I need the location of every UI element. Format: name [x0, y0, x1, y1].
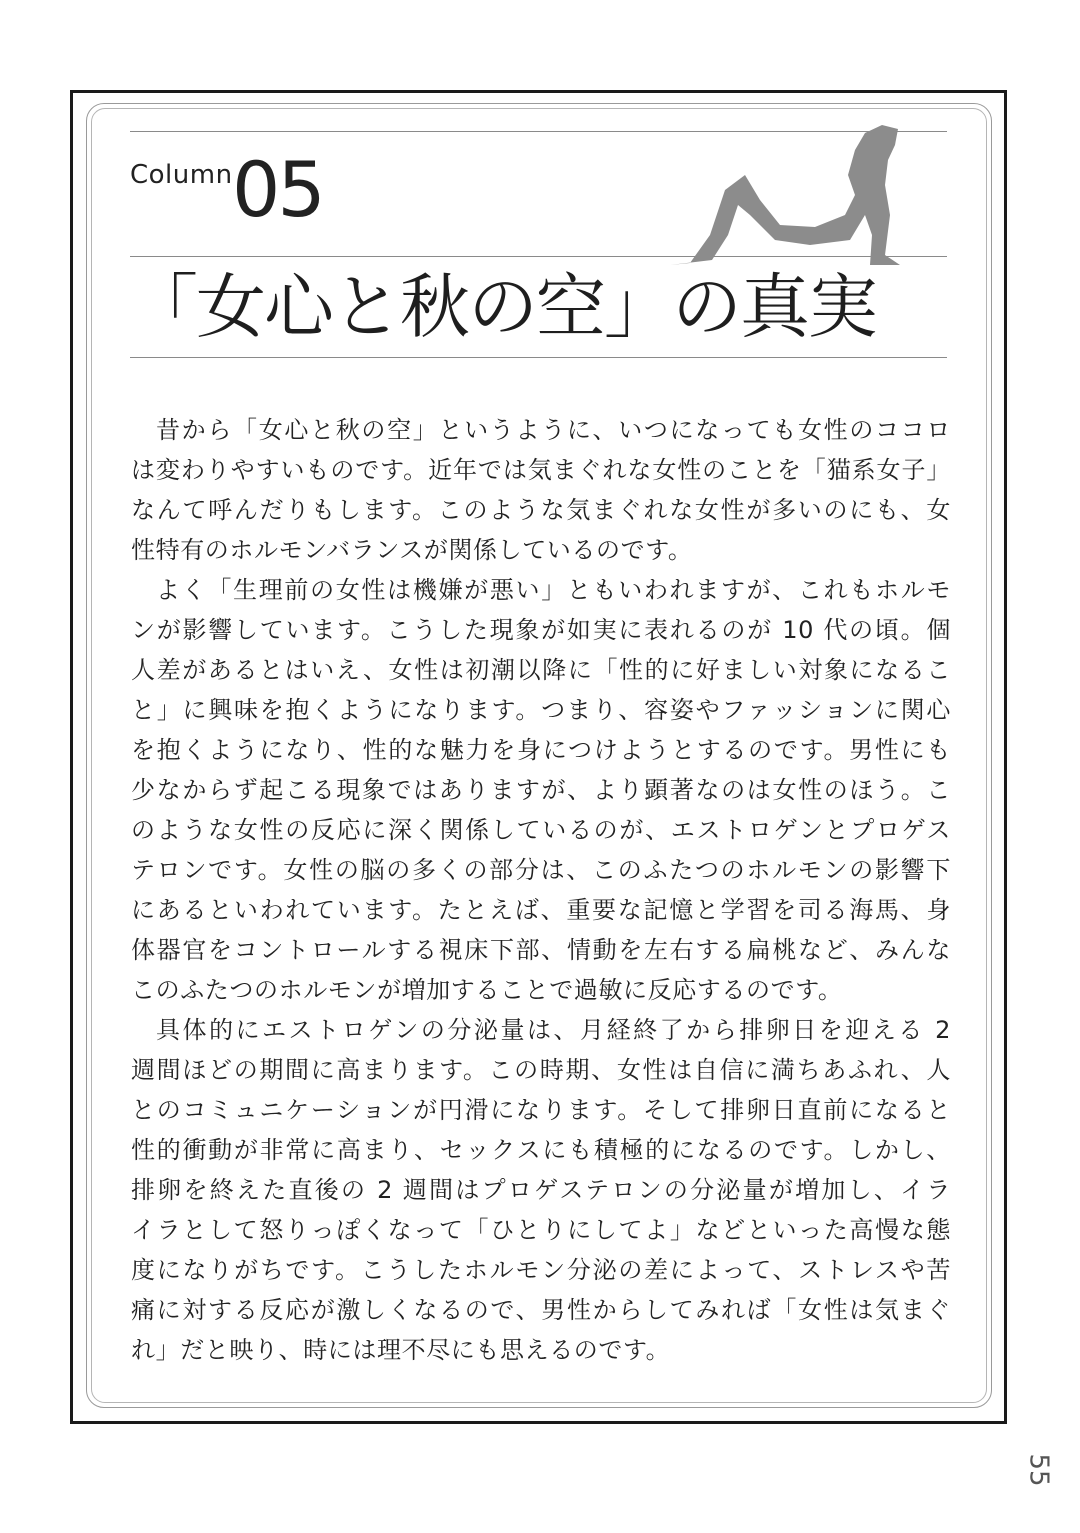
- body-text-line: 性的衝動が非常に高まり、セックスにも積極的になるのです。しかし、: [131, 1136, 951, 1164]
- woman-silhouette-icon: [650, 115, 910, 270]
- body-text-line: 少なからず起こる現象ではありますが、より顕著なのは女性のほう。こ: [131, 776, 951, 804]
- body-text-line: 週間ほどの期間に高まります。この時期、女性は自信に満ちあふれ、人: [131, 1056, 951, 1084]
- body-text-line: テロンです。女性の脳の多くの部分は、このふたつのホルモンの影響下: [131, 856, 951, 884]
- column-label: Column: [130, 160, 233, 190]
- body-text-line: このふたつのホルモンが増加することで過敏に反応するのです。: [131, 976, 843, 1004]
- body-text-line: は変わりやすいものです。近年では気まぐれな女性のことを「猫系女子」: [131, 456, 951, 484]
- body-text-line: と」に興味を抱くようになります。つまり、容姿やファッションに関心: [131, 696, 951, 724]
- body-text-line: 痛に対する反応が激しくなるので、男性からしてみれば「女性は気まぐ: [131, 1296, 951, 1324]
- page-title: 「女心と秋の空」の真実: [128, 266, 876, 348]
- body-text-line: 昔から「女心と秋の空」というように、いつになっても女性のココロ: [156, 416, 951, 444]
- body-text-line: よく「生理前の女性は機嫌が悪い」ともいわれますが、これもホルモ: [156, 576, 951, 604]
- body-text-line: 性特有のホルモンバランスが関係しているのです。: [131, 536, 693, 564]
- body-text-line: 度になりがちです。こうしたホルモン分泌の差によって、ストレスや苦: [131, 1256, 951, 1284]
- body-text-line: ンが影響しています。こうした現象が如実に表れるのが 10 代の頃。個: [131, 616, 951, 644]
- body-text-line: れ」だと映り、時には理不尽にも思えるのです。: [131, 1336, 671, 1364]
- body-text-line: イラとして怒りっぽくなって「ひとりにしてよ」などといった高慢な態: [131, 1216, 951, 1244]
- body-text-line: を抱くようになり、性的な魅力を身につけようとするのです。男性にも: [131, 736, 951, 764]
- column-number: 05: [232, 145, 323, 234]
- body-text-line: 排卵を終えた直後の 2 週間はプロゲステロンの分泌量が増加し、イラ: [131, 1176, 951, 1204]
- body-text-line: にあるといわれています。たとえば、重要な記憶と学習を司る海馬、身: [131, 896, 951, 924]
- body-text-line: 体器官をコントロールする視床下部、情動を左右する扁桃など、みんな: [131, 936, 951, 964]
- body-text-line: なんて呼んだりもします。このような気まぐれな女性が多いのにも、女: [131, 496, 951, 524]
- body-text-line: とのコミュニケーションが円滑になります。そして排卵日直前になると: [131, 1096, 951, 1124]
- header-rule-bottom: [130, 357, 947, 358]
- body-text-line: 人差があるとはいえ、女性は初潮以降に「性的に好ましい対象になるこ: [131, 656, 951, 684]
- article-body: [131, 410, 951, 1370]
- body-text-line: のような女性の反応に深く関係しているのが、エストロゲンとプロゲス: [131, 816, 951, 844]
- body-text-line: 具体的にエストロゲンの分泌量は、月経終了から排卵日を迎える 2: [156, 1016, 951, 1044]
- page-number: 55: [1023, 1453, 1054, 1487]
